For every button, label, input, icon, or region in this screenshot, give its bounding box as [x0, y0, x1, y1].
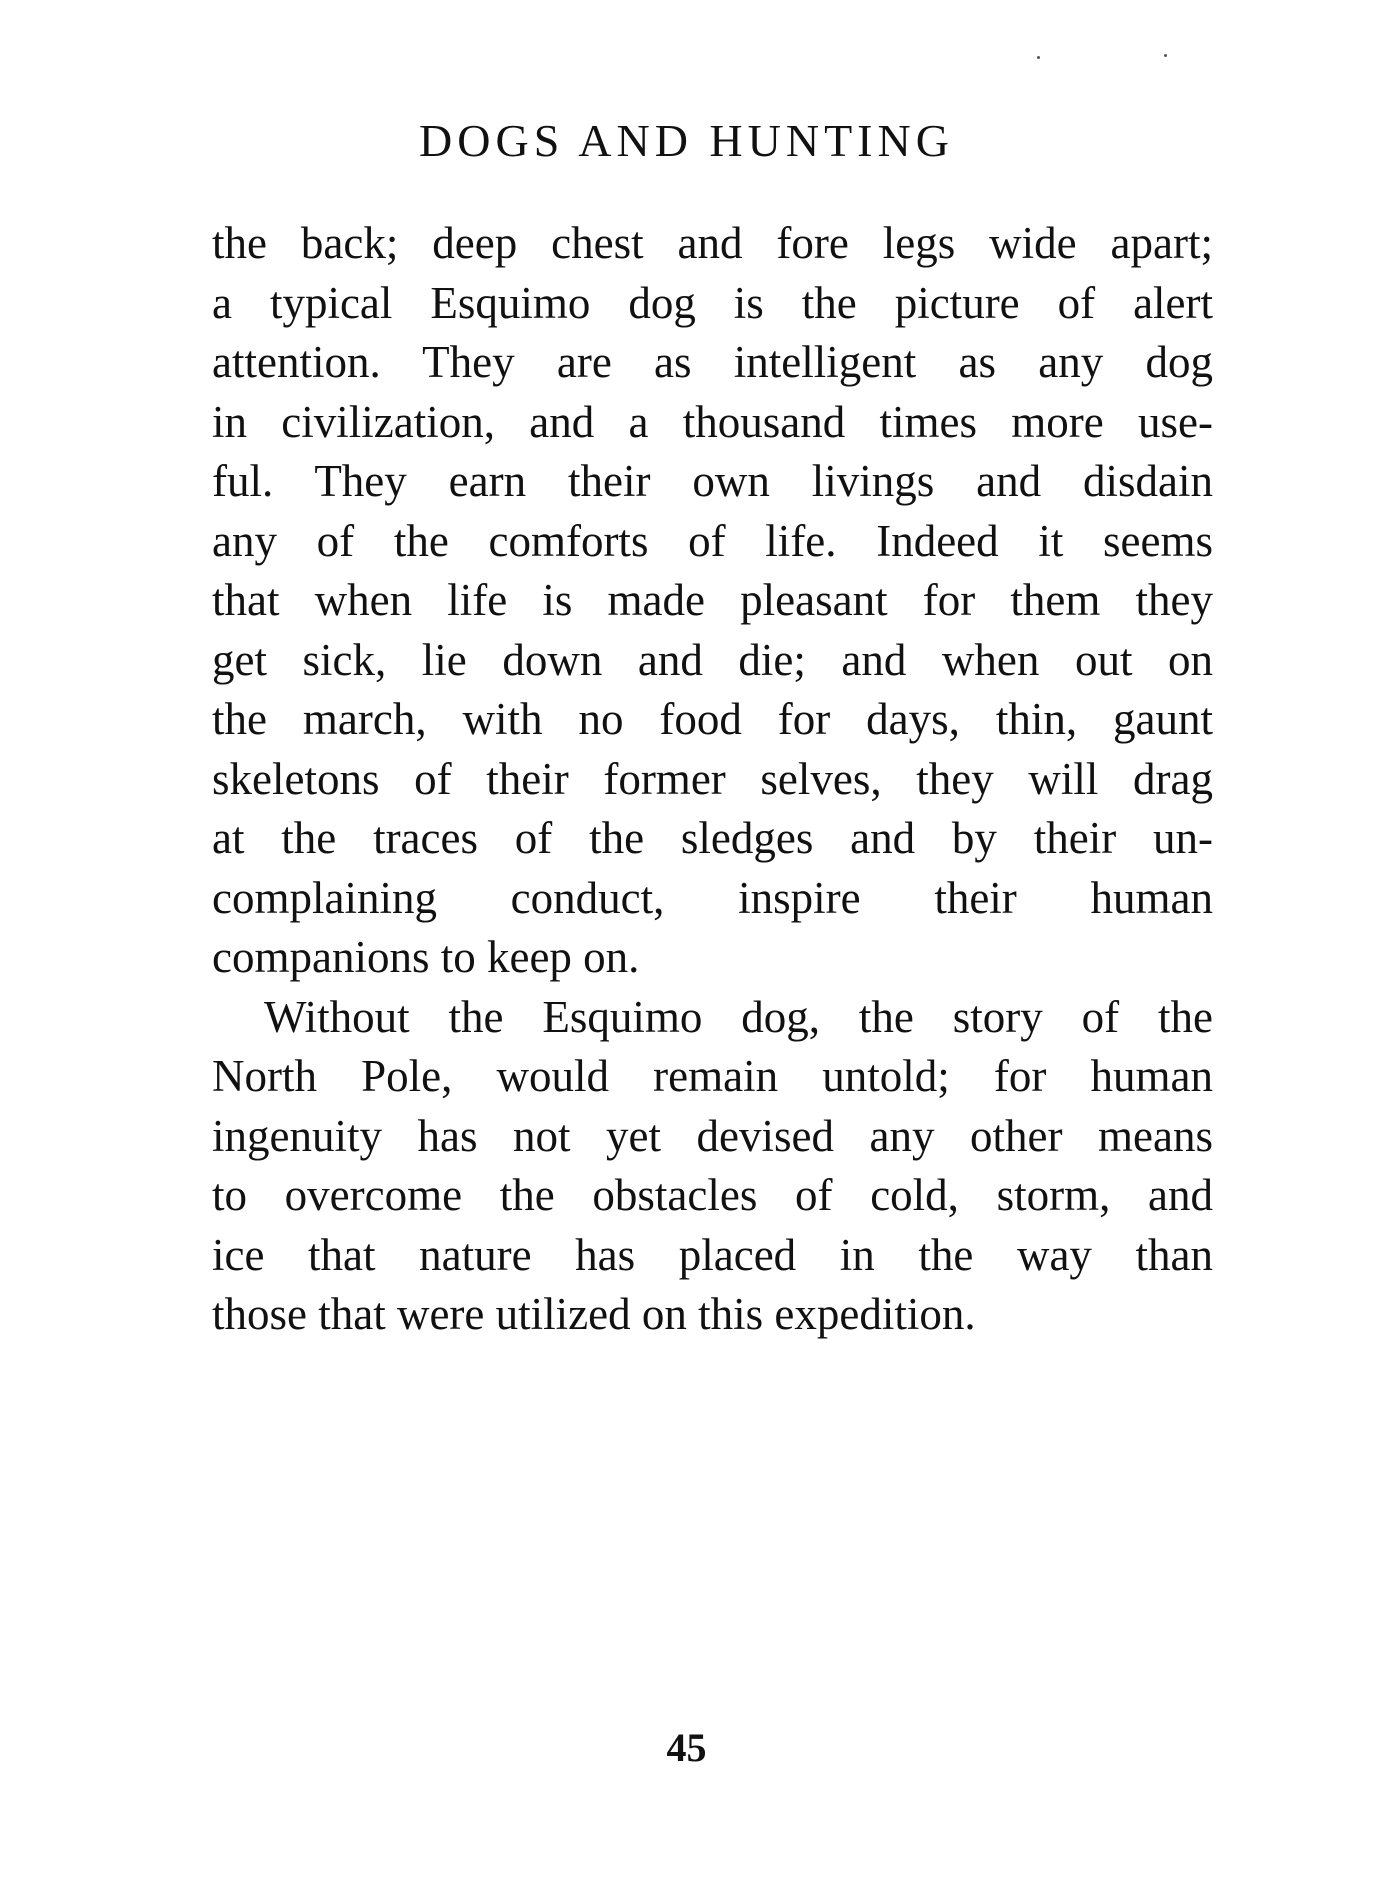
text-line: get sick, lie down and die; and when out on	[212, 634, 1213, 685]
text-line: the back; deep chest and fore legs wide apart;	[212, 218, 1213, 268]
paragraph-1	[212, 214, 1213, 988]
text-line: that when life is made pleasant for them they	[212, 575, 1213, 625]
text-line: those that were utilized on this expedition.	[212, 1289, 976, 1339]
text-line: companions to keep on.	[212, 932, 640, 982]
text-line: the march, with no food for days, thin, gaunt	[212, 694, 1213, 744]
print-speck	[1037, 56, 1040, 59]
text-line: complaining conduct, inspire their human	[212, 872, 1213, 923]
text-line: Without the Esquimo dog, the story of the	[264, 991, 1213, 1042]
running-head: DOGS AND HUNTING	[419, 115, 954, 166]
text-line: attention. They are as intelligent as any dog	[212, 337, 1213, 387]
text-line: a typical Esquimo dog is the picture of alert	[212, 277, 1213, 328]
text-line: in civilization, and a thousand times more use-	[212, 396, 1213, 447]
paragraph-2	[212, 988, 1213, 1345]
text-line: ingenuity has not yet devised any other means	[212, 1110, 1213, 1161]
print-speck	[1164, 54, 1167, 57]
text-line: at the traces of the sledges and by their un-	[212, 813, 1213, 863]
text-line: ful. They earn their own livings and disdain	[212, 456, 1213, 506]
body-text	[212, 214, 1213, 1345]
text-line: any of the comforts of life. Indeed it seems	[212, 515, 1213, 566]
text-line: to overcome the obstacles of cold, storm, and	[212, 1170, 1213, 1220]
text-line: ice that nature has placed in the way than	[212, 1229, 1213, 1280]
text-line: North Pole, would remain untold; for human	[212, 1051, 1213, 1101]
page-number: 45	[666, 1725, 707, 1770]
text-line: skeletons of their former selves, they will drag	[212, 753, 1213, 804]
